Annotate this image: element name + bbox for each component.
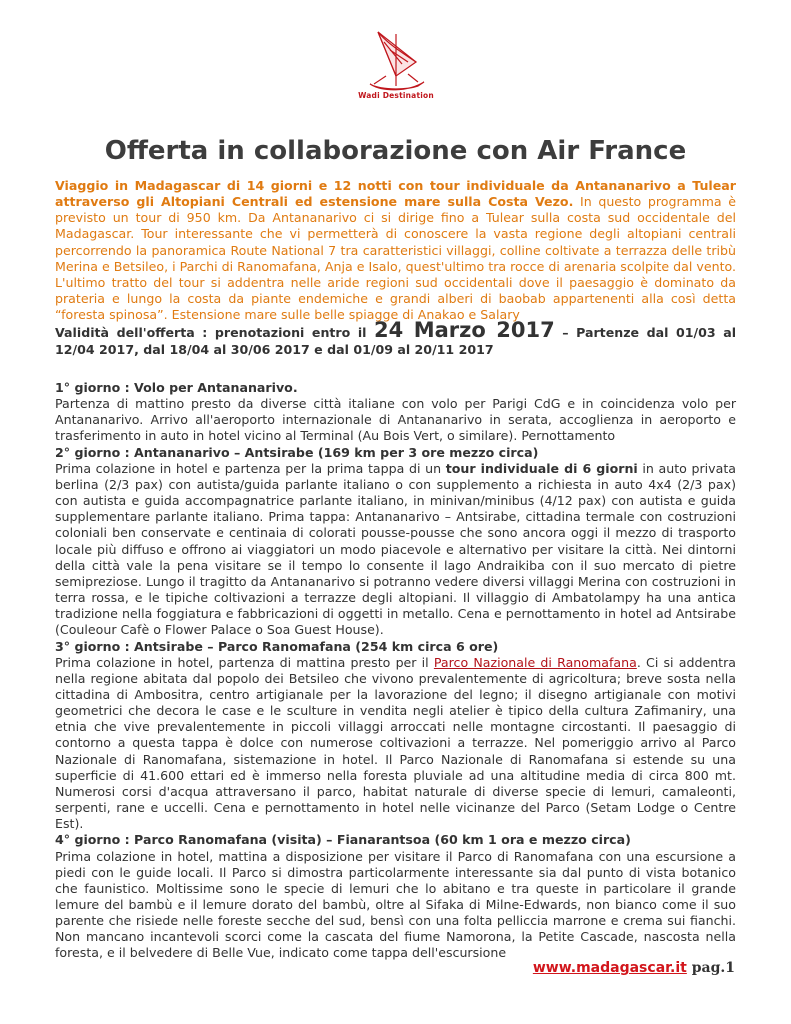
itinerary xyxy=(55,380,736,962)
intro-body: In questo programma è previsto un tour di 950 km. Da Antananarivo ci si dirige fino a Tulear sulla costa sud occidentale del Madagascar. Tour interessante che vi permetterà di conoscere la vasta regione degli altopiani centrali percorrendo la panoramica Route National 7 tra caratteristici villaggi, colline coltivate a terrazza delle tribù Merina e Betsileo, i Parchi di Ranomafana, Anja e Isalo, quest'ultimo tra rocce di arenaria scolpite dal vento. L'ultimo tratto del tour si addentra nelle aride regioni sud occidentali dove il paesaggio è dominato da prateria e lungo la costa da piante endemiche e grandi alberi di baobab appartenenti alla così detta “foresta spinosa”. Estensione mare sulle belle spiagge di Anakao e Salary xyxy=(55,194,736,323)
day-3 xyxy=(55,639,736,833)
ranomafana-park-link[interactable]: Parco Nazionale di Ranomafana xyxy=(433,654,637,670)
day-title: 4° giorno : Parco Ranomafana (visita) – Fianarantsoa (60 km 1 ora e mezzo circa) xyxy=(55,832,631,848)
day-title: 1° giorno : Volo per Antananarivo. xyxy=(55,380,298,395)
day-title: 2° giorno : Antananarivo – Antsirabe (169 km per 3 ore mezzo circa) xyxy=(55,444,539,460)
day-description xyxy=(55,461,736,639)
day-description: Partenza di mattino presto da diverse città italiane con volo per Parigi CdG e in coincidenza volo per Antananarivo. Arrivo all'aeroporto internazionale di Antananarivo in serata, accoglienza in aeroporto e trasferimento in auto in hotel vicino al Terminal (Au Bois Vert, o similare). Pernottamento xyxy=(55,396,736,444)
website-link[interactable]: www.madagascar.it xyxy=(532,960,687,976)
day-text: . Ci si addentra nella regione abitata dal popolo dei Betsileo che vivono prevalentemente di agricoltura; breve sosta nella cittadina di Ambositra, centro artigianale per la lavorazione del legno; il disegno artigianale con motivi geometrici che decora le case e le sculture in vendita negli atelier è tipico della cultura Zafimaniry, una etnia che vive prevalentemente in piccoli villaggi arroccati nelle montagne circostanti. Il paesaggio di contorno a questa tappa è dolce con numerose coltivazioni a terrazze. Nel pomeriggio arrivo al Parco Nazionale di Ranomafana, sistemazione in hotel. Il Parco Nazionale di Ranomafana si estende su una superficie di 41.600 ettari ed è immerso nella foresta pluviale ad una altitudine media di circa 800 mt. Numerosi corsi d'acqua attraversano il parco, habitat naturale di diverse specie di lemuri, camaleonti, serpenti, rane e uccelli. Cena e pernottamento in hotel nelle vicinanze del Parco (Setam Lodge o Centre Est). xyxy=(55,654,737,832)
page-footer xyxy=(533,960,735,976)
day-text: Prima colazione in hotel e partenza per la prima tappa di un xyxy=(55,460,446,476)
day-4 xyxy=(55,832,736,961)
page-title: Offerta in collaborazione con Air France xyxy=(104,136,687,166)
validity-departures: – Partenze dal 01/03 al 12/04 2017, dal 18/04 al 30/06 2017 e dal 01/09 al 20/11 2017 xyxy=(55,325,737,357)
validity-prefix: Validità dell'offerta : prenotazioni entro il xyxy=(55,325,375,340)
day-text: in auto privata berlina (2/3 pax) con autista/guida parlante italiano o con supplemento a richiesta in auto 4x4 (2/3 pax) con autista e guida accompagnatrice parlante italiano, in minivan/minibus (4/12 pax) con autista e guida supplementare parlante italiano. Prima tappa: Antananarivo – Antsirabe, cittadina termale con costruzioni coloniali ben conservate e centinaia di colorati pousse-pousse che sono ancora oggi il mezzo di trasporto locale più diffuso e offrono ai viaggiatori un modo piacevole e alternativo per visitare la città. Nei dintorni della città vale la pena visitare se il tempo lo consente il lago Andraikiba con il suo mercato di pietre semipreziose. Lungo il tragitto da Antananarivo si potranno vedere diversi villaggi Merina con costruzioni in terra rossa, e le tipiche coltivazioni a terrazze degli altopiani. Il villaggio di Ambatolampy ha una antica tradizione nella foggiatura e fabbricazioni di oggetti in metallo. Cena e pernottamento in hotel ad Antsirabe (Couleour Cafè o Flower Palace o Soa Guest House). xyxy=(55,460,736,638)
offer-validity xyxy=(55,320,736,358)
day-description xyxy=(55,655,736,833)
day-text-bold: tour individuale di 6 giorni xyxy=(445,460,638,476)
validity-deadline: 24 Marzo 2017 xyxy=(374,318,555,342)
page-number: pag.1 xyxy=(691,960,735,976)
logo-text: Wadi Destination xyxy=(358,91,434,100)
day-description: Prima colazione in hotel, mattina a disposizione per visitare il Parco di Ranomafana con una escursione a piedi con le guide locali. Il Parco si dimostra particolarmente interessante sia dal punto di vista botanico che faunistico. Moltissime sono le specie di lemuri che lo abitano e tra queste in particolare il grande lemure del bambù e il lemure dorato del bambù, oltre al Sifaka di Milne-Edwards, non bianco come il suo parente che risiede nelle foreste secche del sud, bensì con una folta pelliccia marrone e crema sui fianchi. Non mancano incantevoli scorci come la cascata del fiume Namorona, la Petite Cascade, nascosta nella foresta, e il belvedere di Belle Vue, indicato come tappa dell'escursione xyxy=(55,848,736,961)
intro-lead: Viaggio in Madagascar di 14 giorni e 12 notti con tour individuale da Antananarivo a Tulear attraverso gli Altopiani Centrali ed estensione mare sulla Costa Vezo. xyxy=(55,178,736,210)
day-2 xyxy=(55,445,736,639)
day-text: Prima colazione in hotel, partenza di mattina presto per il xyxy=(55,654,434,670)
day-title: 3° giorno : Antsirabe – Parco Ranomafana (254 km circa 6 ore) xyxy=(55,638,499,654)
day-1 xyxy=(55,380,736,445)
intro-paragraph xyxy=(55,178,736,323)
